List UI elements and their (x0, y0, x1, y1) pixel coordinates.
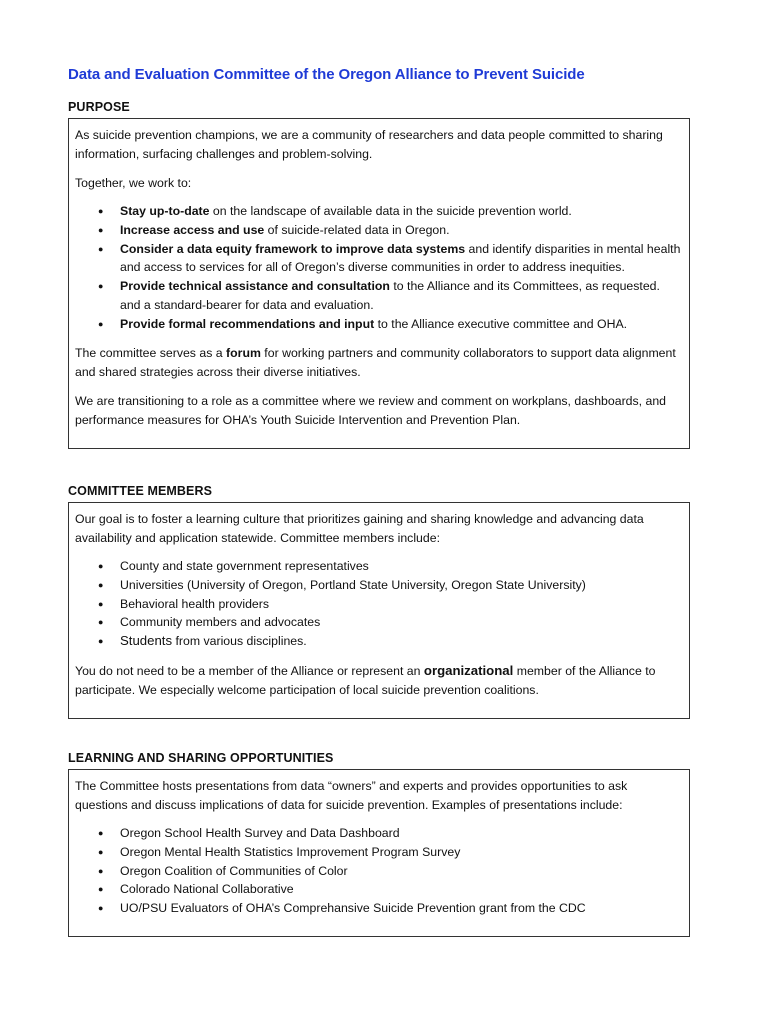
list-item: ● Oregon Mental Health Statistics Improvement Program Survey (75, 843, 683, 862)
list-item-text: and identify disparities in mental health and access to services for all of Oregon’s diverse communities in order to address inequities. (120, 241, 681, 275)
list-item (75, 315, 683, 334)
list-item: ● Oregon School Health Survey and Data Dashboard (75, 824, 683, 843)
learning-box (68, 769, 690, 937)
note-post: member of the Alliance to participate. We especially welcome participation of local suicide prevention coalitions. (75, 663, 656, 697)
purpose-intro: As suicide prevention champions, we are a community of researchers and data people committed to sharing information, surfacing challenges and problem-solving. (75, 128, 663, 161)
members-intro: Our goal is to foster a learning culture that prioritizes gaining and sharing knowledge and advancing data availability and application statewide. Committee members include: (75, 512, 644, 545)
list-item (75, 240, 683, 278)
list-item-bold: Provide formal recommendations and input (120, 316, 375, 331)
learning-list (75, 824, 683, 918)
purpose-together: Together, we work to: (75, 176, 192, 190)
note-pre: You do not need to be a member of the Alliance or represent an (75, 663, 424, 678)
purpose-box (68, 118, 690, 449)
learning-intro: The Committee hosts presentations from data “owners” and experts and provides opportunities to ask questions and discuss implications of data for suicide prevention. Examples of presentations include: (75, 779, 628, 812)
students-rest: from various disciplines. (172, 634, 307, 649)
note-word: organizational (423, 662, 514, 678)
purpose-heading: PURPOSE (68, 100, 130, 114)
list-item: ● Colorado National Collaborative (75, 880, 683, 899)
list-item-text: to the Alliance and its Committees, as requested. and a standard-bearer for data and evaluation. (120, 279, 660, 312)
list-item: ● County and state government representatives (75, 557, 683, 576)
members-list (75, 557, 683, 651)
list-item: ● Behavioral health providers (75, 595, 683, 614)
list-item-text: on the landscape of available data in the suicide prevention world. (209, 204, 572, 218)
purpose-forum (75, 344, 683, 382)
list-item-bold: Stay up-to-date (120, 204, 210, 218)
list-item (75, 221, 683, 240)
students-word: Students (120, 633, 173, 649)
forum-pre: The committee serves as a (75, 345, 227, 360)
list-item-text: to the Alliance executive committee and OHA. (374, 316, 628, 331)
forum-word: forum (226, 345, 261, 360)
learning-heading: LEARNING AND SHARING OPPORTUNITIES (68, 751, 334, 765)
list-item: ● Universities (University of Oregon, Portland State University, Oregon State University) (75, 576, 683, 595)
list-item: ● Community members and advocates (75, 613, 683, 632)
list-item-text: of suicide-related data in Oregon. (264, 222, 450, 237)
members-box (68, 502, 690, 719)
list-item: ● Oregon Coalition of Communities of Color (75, 862, 683, 881)
members-note (75, 661, 683, 700)
list-item (75, 277, 683, 315)
purpose-list (75, 202, 683, 334)
list-item-bold: Consider a data equity framework to improve data systems (120, 241, 466, 256)
members-heading: COMMITTEE MEMBERS (68, 484, 213, 498)
page-title: Data and Evaluation Committee of the Oregon Alliance to Prevent Suicide (68, 66, 585, 83)
list-item (75, 202, 683, 221)
list-item-bold: Increase access and use (120, 222, 265, 237)
list-item: ● UO/PSU Evaluators of OHA’s Comprehansive Suicide Prevention grant from the CDC (75, 899, 683, 918)
forum-post: for working partners and community collaborators to support data alignment and shared strategies across their diverse initiatives. (75, 345, 676, 379)
list-item (75, 632, 683, 651)
purpose-transition: We are transitioning to a role as a committee where we review and comment on workplans, dashboards, and performance measures for OHA’s Youth Suicide Intervention and Prevention Plan. (75, 393, 667, 427)
list-item-bold: Provide technical assistance and consultation (120, 279, 390, 294)
